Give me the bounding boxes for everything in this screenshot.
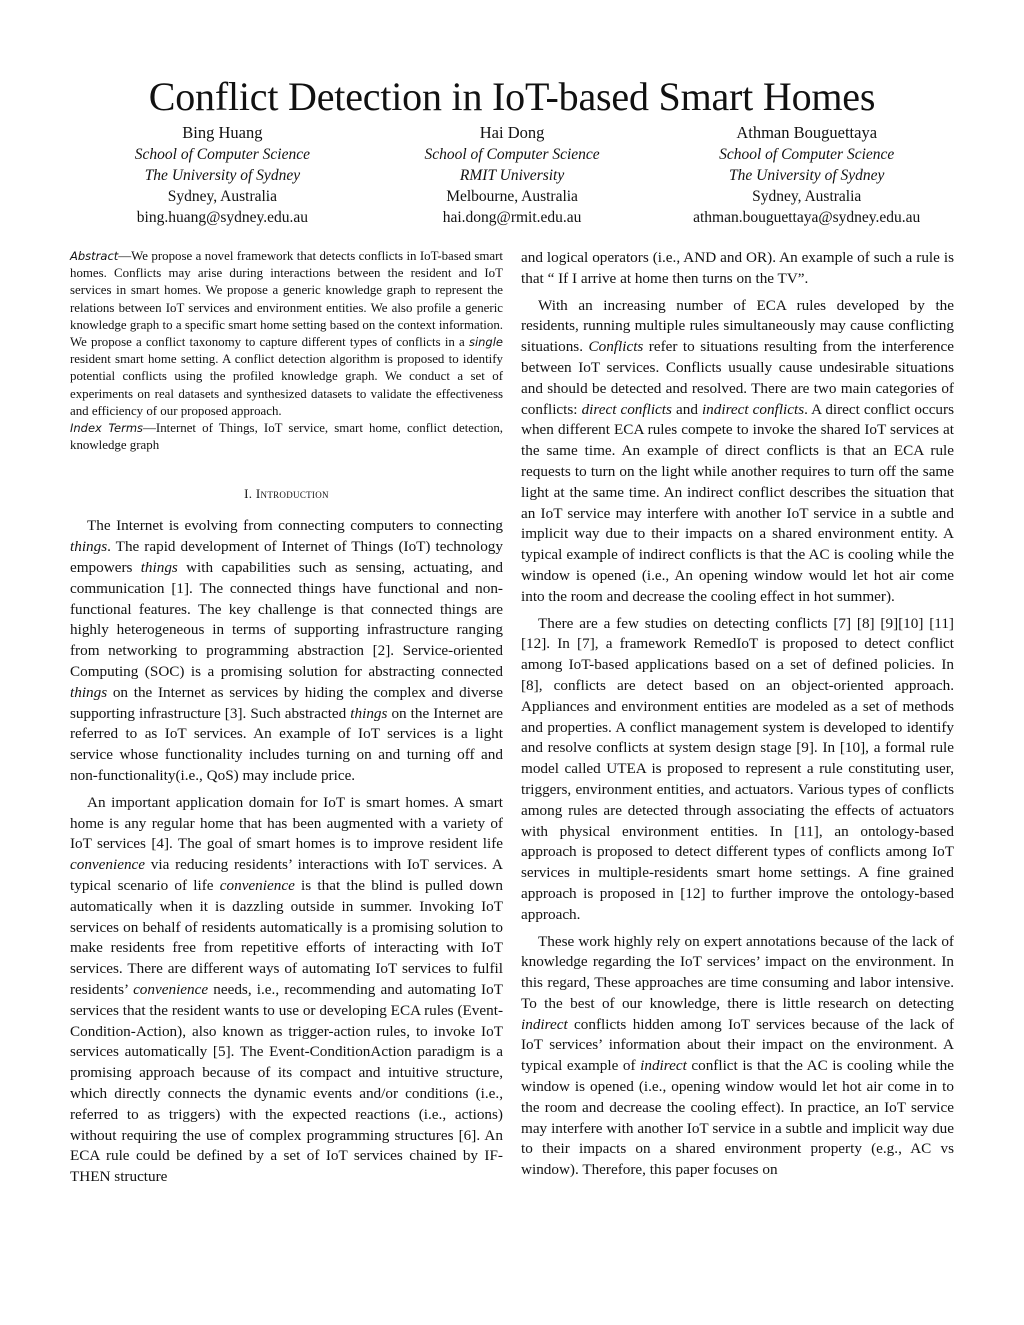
emphasis: indirect conflicts [701, 400, 805, 418]
author-email: hai.dong@rmit.edu.au [442, 209, 582, 226]
author-block [70, 122, 954, 228]
author-email: bing.huang@sydney.edu.au [136, 209, 309, 226]
paragraph: and logical operators (i.e., AND and OR). An example of such a rule is that “ If I arrive at home then turns on the TV”. [521, 249, 954, 287]
text-run: These work highly rely on expert annotations because of the lack of knowledge regarding the IoT services’ impact on the environment. In this regard, These approaches are time consuming and labor intensive. To the best of our knowledge, there is little research on detecting [521, 932, 954, 1012]
author-name: Hai Dong [479, 123, 545, 142]
index-terms [70, 420, 503, 454]
text-run: and [671, 400, 702, 418]
text-run: With an increasing number of ECA rules developed by the residents, running multiple rules simultaneously may cause conflicting situations. [521, 296, 954, 356]
abstract-text: We propose a novel framework that detects conflicts in IoT-based smart homes. Conflicts may arise during interactions between the resident and IoT services in smart homes. We propose a generic knowledge graph to represent the relations between IoT services and environment entities. We also profile a generic knowledge graph to a specific smart home setting based on the context information. We propose a conflict taxonomy to capture different types of conflicts in a [70, 249, 503, 350]
paragraph [521, 296, 954, 608]
author-location: Melbourne, Australia [446, 188, 578, 205]
emphasis: indirect [521, 1015, 568, 1033]
abstract-dash: — [118, 249, 132, 263]
paragraph [521, 932, 954, 1182]
emphasis: Conflicts [588, 338, 644, 356]
abstract-text: resident smart home setting. A conflict detection algorithm is proposed to identify potential conflicts using the profiled knowledge graph. We conduct a set of experiments on real datasets and synthesized datasets to validate the effectiveness and efficiency of our proposed approach. [70, 352, 503, 418]
index-terms-label: Index Terms [70, 421, 144, 436]
text-run: . The rapid development of Internet of Things (IoT) technology empowers [70, 538, 503, 577]
author-org: RMIT University [459, 167, 565, 184]
emphasis: convenience [70, 856, 146, 874]
section-title: Introduction [255, 486, 329, 502]
paper-title: Conflict Detection in IoT-based Smart Homes [148, 74, 876, 119]
emphasis: convenience [133, 980, 209, 998]
index-terms-text: Internet of Things, IoT service, smart home, conflict detection, knowledge graph [70, 421, 503, 453]
text-run: . A direct conflict occurs when different ECA rules compete to invoke the shared IoT services at the same time. An example of direct conflicts is that an ECA rule requests to turn on the light while another requires to turn off the same light at the same time. An indirect conflict describes the situation that an IoT service may interfere with another IoT service in a subtle and implicit way due to their impacts on a shared environment entity. A typical example of indirect conflicts is that the AC is cooling while the window is opened (i.e., An opening window would let hot air come into the room and decrease the cooling effect in hot summer). [521, 400, 954, 605]
text-run: on the Internet are referred to as IoT services. An example of IoT services is a light service whose functionality includes turning on and turning off and non-functionality(i.e., QoS) may include price. [70, 704, 503, 784]
author-org: The University of Sydney [144, 167, 301, 184]
emphasis: things [140, 559, 178, 577]
index-terms-dash: — [143, 421, 156, 436]
text-run: conflicts hidden among IoT services because of the lack of IoT services’ information about their impact on the environment. A typical example of [521, 1015, 954, 1075]
text-run: on the Internet as services by hiding the complex and diverse supporting infrastructure [3]. Such abstracted [70, 683, 503, 722]
author-name: Bing Huang [182, 123, 263, 142]
author-1 [10, 122, 365, 228]
abstract-label: Abstract [70, 249, 119, 263]
abstract [70, 248, 503, 420]
author-org: The University of Sydney [729, 167, 885, 184]
abstract-emphasis: single [468, 335, 503, 350]
paragraph [70, 793, 503, 1188]
text-run: needs, i.e., recommending and automating IoT services that the resident wants to use or developing ECA rules (Event-Condition-Action), also known as trigger-action rules, to invoke IoT services automatically [5]. The Event-ConditionAction paradigm is a promising approach because of its compact and intuitive structure, which directly connects the dynamic events and/or conditions (i.e., referred to as triggers) with the expected reactions (i.e., actions) without requiring the use of complex programming structures [6]. An ECA rule could be defined by a set of IoT services chained by IF-THEN structure [70, 980, 503, 1186]
author-dept: School of Computer Science [424, 146, 600, 163]
emphasis: things [70, 683, 108, 701]
text-run: via reducing residents’ interactions with IoT services. A typical scenario of life [70, 856, 503, 894]
text-run: with capabilities such as sensing, actuating, and communication [1]. The connected things have functional and non-functional features. The key challenge is that connected things are highly heterogeneous in terms of supporting infrastructure ranging from networking to programming abstraction [2]. Service-oriented Computing (SOC) is a promising solution for abstracting connected [70, 559, 504, 681]
emphasis: convenience [219, 876, 295, 894]
section-heading [70, 486, 503, 502]
text-run: is that the blind is pulled down automatically when it is dazzling outside in summer. Invoking IoT services on behalf of residents automatically is a promising solution to make residents free from repetitive efforts of interacting with IoT services. There are different ways of automating IoT services to fulfil residents’ [70, 876, 503, 998]
author-location: Sydney, Australia [167, 188, 277, 205]
author-2 [365, 122, 660, 228]
author-name: Athman Bouguettaya [736, 123, 878, 142]
emphasis: indirect [640, 1057, 687, 1075]
emphasis: things [350, 704, 388, 722]
author-dept: School of Computer Science [134, 146, 310, 163]
text-run: An important application domain for IoT is smart homes. A smart home is any regular home that has been augmented with a variety of IoT services [4]. The goal of smart homes is to improve resident life [70, 793, 503, 853]
text-run: refer to situations resulting from the interference between IoT services. Conflicts usually cause undesirable situations and should be detected and resolved. There are two main categories of conflicts: [521, 338, 954, 418]
paragraph [70, 516, 503, 786]
author-3 [659, 122, 954, 228]
right-column [521, 248, 954, 1187]
emphasis: direct conflicts [581, 400, 672, 418]
author-location: Sydney, Australia [752, 188, 862, 205]
paragraph: There are a few studies on detecting conflicts [7] [8] [9][10] [11] [12]. In [7], a framework RemedIoT is proposed to detect conflict among IoT-based applications based on a set of defined policies. In [8], conflicts are detect based on an object-oriented approach. Appliances and environment entities are modeled as a set of methods and properties. A conflict management system is developed to identify and resolve conflicts at system design stage [9]. In [10], a formal rule model called UTEA is proposed to represent a rule constituting user, triggers, environment entities, and actuators. Various types of conflicts among rules are detected through associating the effects of actuators with physical environment entities. In [11], an ontology-based approach is proposed to detect different types of conflicts among IoT services in multiple-residents smart home settings. A fine grained approach is proposed in [12] to further improve the ontology-based approach. [521, 614, 954, 923]
left-column [70, 248, 503, 1194]
author-email: athman.bouguettaya@sydney.edu.au [693, 209, 921, 226]
section-number: I. [244, 486, 256, 502]
text-run: conflict is that the AC is cooling while the window is opened (i.e., opening window would let hot air come in to the room and decrease the cooling effect). In practice, an IoT service may interfere with another IoT service in a subtle and implicit way due to their impacts on a shared environment property (e.g., AC vs window). Therefore, this paper focuses on [521, 1057, 954, 1179]
emphasis: things [70, 538, 108, 556]
text-run: The Internet is evolving from connecting computers to connecting [87, 517, 503, 535]
left-body [70, 516, 503, 1188]
author-dept: School of Computer Science [719, 146, 895, 163]
